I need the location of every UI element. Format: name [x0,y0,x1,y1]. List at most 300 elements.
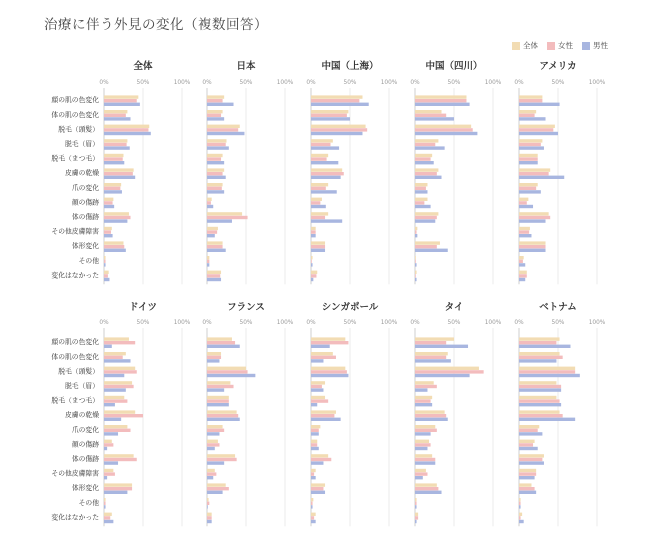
bar-male [415,263,417,266]
bar-all [104,498,106,501]
bar-female [104,487,132,490]
bar-male [104,520,113,523]
bar-all [207,183,223,186]
bar-all [207,154,223,157]
bar-male [415,505,417,508]
bar-male [207,491,223,494]
bar-all [104,125,149,128]
bar-male [104,418,121,421]
bar-all [311,396,325,399]
legend-label-female: 女性 [558,41,573,50]
bar-female [519,502,521,505]
bar-female [104,385,134,388]
bar-male [207,117,224,120]
bar-all [207,241,223,244]
bar-male [519,476,535,479]
category-label: 顔の傷跡 [71,440,99,449]
tick-label: 0% [306,320,316,326]
bar-all [415,212,438,215]
bar-all [104,396,124,399]
bar-all [207,168,224,171]
bar-female [519,260,523,263]
bar-all [519,110,536,113]
bar-male [519,374,580,377]
bar-female [311,516,314,519]
bar-all [104,483,132,486]
category-label: 皮膚の乾燥 [65,169,99,178]
bar-all [415,410,445,413]
chart-panel [99,60,190,284]
category-label: 体の肌の色変化 [51,110,99,119]
bar-male [519,205,533,208]
bar-male [415,278,417,281]
tick-label: 50% [136,80,150,86]
bar-female [311,157,327,160]
category-label: その他皮膚障害 [51,469,99,478]
tick-label: 100% [173,320,191,326]
tick-label: 100% [173,80,191,86]
bar-all [415,271,417,274]
bar-female [311,187,326,190]
bar-female [519,472,536,475]
bar-female [104,274,108,277]
bar-male [311,249,325,252]
bar-all [415,183,427,186]
tick-label: 50% [447,80,461,86]
bar-male [519,103,560,106]
bar-male [519,219,546,222]
bar-all [415,513,418,516]
category-label: 脱毛（頭髪） [58,367,99,376]
bar-male [311,432,319,435]
bar-all [311,410,336,413]
bar-all [519,352,560,355]
bar-all [519,425,539,428]
panel-title: 中国（上海） [321,61,379,72]
bar-female [311,399,328,402]
bar-male [207,205,213,208]
bar-all [104,241,124,244]
bar-all [519,95,542,98]
bar-all [311,483,325,486]
bar-female [207,443,219,446]
bar-male [207,278,221,281]
bar-male [207,132,244,135]
bar-female [207,341,235,344]
bar-female [311,458,331,461]
bar-male [207,418,240,421]
bar-all [311,256,313,259]
chart-panel [514,61,605,284]
bar-all [207,513,212,516]
bar-male [207,345,240,348]
bar-all [519,256,524,259]
bar-male [415,249,448,252]
bar-male [415,146,445,149]
bar-female [311,341,348,344]
bar-male [207,359,219,362]
tick-label: 0% [514,80,524,86]
bar-female [415,201,424,204]
bar-male [415,117,454,120]
bar-female [311,245,325,248]
bar-male [519,359,556,362]
bar-all [207,396,229,399]
panel-title: ベトナム [539,302,577,313]
bar-female [415,172,437,175]
category-label: 体形変化 [71,242,99,251]
bar-male [519,278,525,281]
bar-female [207,230,217,233]
bar-all [207,454,235,457]
bar-all [311,498,313,501]
bar-all [311,227,316,230]
bar-male [415,190,427,193]
bar-female [207,274,220,277]
bar-male [519,505,521,508]
bar-male [415,374,470,377]
bar-all [519,198,528,201]
bar-all [415,352,448,355]
tick-label: 0% [202,320,212,326]
bar-male [207,461,224,464]
bar-all [207,110,223,113]
bar-all [104,198,113,201]
bar-male [104,117,131,120]
bar-all [311,352,333,355]
panel-title: 全体 [133,61,153,72]
category-label: 脱毛（まつ毛） [51,154,99,163]
tick-label: 100% [276,320,294,326]
bar-male [311,263,313,266]
bar-all [519,183,538,186]
bar-male [415,461,435,464]
bar-male [519,345,570,348]
bar-male [207,520,212,523]
tick-label: 50% [136,320,150,326]
bar-male [519,403,561,406]
bar-all [415,110,442,113]
bar-female [207,216,248,219]
bar-female [415,472,427,475]
bar-all [519,396,556,399]
bar-all [104,410,135,413]
bar-male [415,491,442,494]
bar-all [415,139,438,142]
bar-all [104,469,113,472]
bar-male [311,418,341,421]
bar-female [207,370,248,373]
bar-all [207,425,223,428]
bar-all [415,425,435,428]
bar-all [415,227,417,230]
bar-all [519,483,531,486]
bar-male [519,418,575,421]
panel-title: ドイツ [128,302,158,313]
panel-title: フランス [227,302,265,313]
bar-male [311,520,316,523]
bar-female [415,414,446,417]
bar-female [415,157,431,160]
bar-female [519,385,561,388]
bar-female [104,370,137,373]
bar-female [207,172,223,175]
bar-male [104,161,124,164]
bar-male [311,345,330,348]
bar-male [415,432,431,435]
bar-male [311,374,348,377]
bar-male [415,403,432,406]
bar-all [519,498,521,501]
bar-female [311,201,320,204]
bar-male [104,374,124,377]
bar-all [415,198,427,201]
bar-all [104,212,129,215]
bar-male [104,388,126,391]
bar-male [415,219,435,222]
bar-male [104,461,118,464]
bar-female [104,245,124,248]
bar-female [311,502,313,505]
category-label: 体の傷跡 [71,213,99,221]
bar-all [207,95,224,98]
bar-all [519,227,530,230]
bar-male [311,190,337,193]
bar-male [207,219,232,222]
bar-male [207,432,219,435]
bar-all [311,381,325,384]
bar-male [311,205,326,208]
bar-all [104,183,121,186]
bar-male [519,190,541,193]
bar-all [207,139,227,142]
bar-male [519,132,558,135]
bar-male [104,132,151,135]
bar-all [311,198,322,201]
tick-label: 0% [99,80,109,86]
chart-panel [410,302,501,526]
bar-male [104,249,126,252]
tick-label: 50% [239,80,253,86]
bar-female [519,187,536,190]
bar-male [104,476,107,479]
bar-male [519,432,542,435]
tick-label: 100% [380,320,398,326]
bar-female [415,99,466,102]
bar-male [104,190,122,193]
bar-female [519,230,529,233]
tick-label: 100% [380,80,398,86]
bar-female [519,245,546,248]
bar-female [104,128,148,131]
bar-all [415,256,416,259]
chart-panel [99,302,190,526]
bar-all [311,440,317,443]
bar-all [519,381,556,384]
category-label: 顔の肌の色変化 [51,96,99,105]
bar-female [104,187,120,190]
bar-all [415,454,432,457]
tick-label: 100% [588,320,606,326]
bar-male [311,476,316,479]
chart-panel [202,302,293,526]
bar-all [207,337,232,340]
category-label: 体形変化 [71,484,99,493]
bar-all [104,168,134,171]
tick-label: 0% [410,80,420,86]
bar-female [207,516,212,519]
bar-male [311,146,339,149]
bar-female [311,128,367,131]
panel-title: 中国（四川） [425,61,483,72]
bar-all [415,168,438,171]
bar-all [104,256,106,259]
bar-female [415,143,435,146]
bar-female [207,399,229,402]
category-label: 皮膚の乾燥 [65,411,99,420]
bar-all [207,381,230,384]
bar-all [519,154,538,157]
bar-male [207,388,224,391]
bar-all [519,469,536,472]
bar-female [311,99,359,102]
tick-label: 50% [447,320,461,326]
bar-all [415,95,466,98]
bar-male [311,103,369,106]
bar-female [519,99,542,102]
bar-male [415,520,417,523]
category-label: 脱毛（頭髪） [58,125,99,134]
bar-female [311,114,347,117]
bar-all [519,212,549,215]
bar-female [519,356,563,359]
bar-female [104,356,123,359]
bar-female [104,516,110,519]
bar-all [104,110,127,113]
bar-all [519,241,546,244]
bar-male [207,176,226,179]
bar-male [311,359,323,362]
bar-female [519,157,538,160]
bar-female [311,356,336,359]
bar-all [207,498,209,501]
bar-all [207,256,209,259]
bar-female [104,157,123,160]
bar-female [311,230,316,233]
bar-male [311,461,323,464]
bar-male [311,505,313,508]
bar-all [519,271,527,274]
bar-male [104,278,109,281]
bar-female [207,143,226,146]
bar-female [519,172,549,175]
bar-all [207,227,218,230]
bar-female [311,274,316,277]
bar-male [311,278,313,281]
bar-all [311,154,328,157]
bar-female [519,216,550,219]
bar-male [207,476,213,479]
bar-female [311,443,317,446]
tick-label: 100% [484,80,502,86]
bar-male [311,491,325,494]
bar-all [104,454,134,457]
page-title: 治療に伴う外見の変化（複数回答） [44,17,268,33]
bar-male [207,505,208,508]
bar-all [519,513,522,516]
category-label: その他皮膚障害 [51,227,99,236]
bar-all [519,337,560,340]
bar-male [104,103,140,106]
bar-female [519,443,533,446]
bar-male [415,132,477,135]
tick-label: 50% [343,80,357,86]
bar-all [311,241,325,244]
bar-female [415,245,437,248]
bar-female [104,230,111,233]
bar-all [104,271,109,274]
bar-all [311,110,348,113]
bar-female [104,502,106,505]
bar-female [311,216,325,219]
tick-label: 0% [410,320,420,326]
bar-all [519,367,575,370]
bar-female [207,385,234,388]
chart-panel [514,302,605,526]
bar-male [311,234,316,237]
bar-female [519,370,575,373]
bar-female [519,414,563,417]
bar-male [207,146,229,149]
bar-female [415,128,473,131]
bar-all [207,212,242,215]
bar-all [311,337,345,340]
bar-male [415,345,468,348]
bar-male [311,117,350,120]
bar-male [519,263,525,266]
bar-male [519,176,564,179]
bar-female [519,114,535,117]
bar-all [311,95,362,98]
bar-all [311,271,317,274]
bar-all [311,367,345,370]
bar-male [207,447,215,450]
bar-all [415,498,417,501]
bar-all [207,483,226,486]
bar-female [104,114,126,117]
tick-label: 100% [484,320,502,326]
bar-male [207,190,224,193]
bar-female [519,201,527,204]
bar-male [104,205,114,208]
bar-male [415,476,423,479]
bar-male [415,234,417,237]
tick-label: 0% [306,80,316,86]
bar-female [207,187,222,190]
bar-female [415,458,435,461]
bar-female [311,429,319,432]
bar-female [311,370,347,373]
bar-male [311,388,323,391]
bar-all [104,227,112,230]
bar-female [311,472,314,475]
bar-all [104,513,112,516]
bar-female [519,458,542,461]
bar-female [519,429,538,432]
bar-male [519,234,531,237]
tick-label: 50% [551,80,565,86]
bar-all [311,183,328,186]
